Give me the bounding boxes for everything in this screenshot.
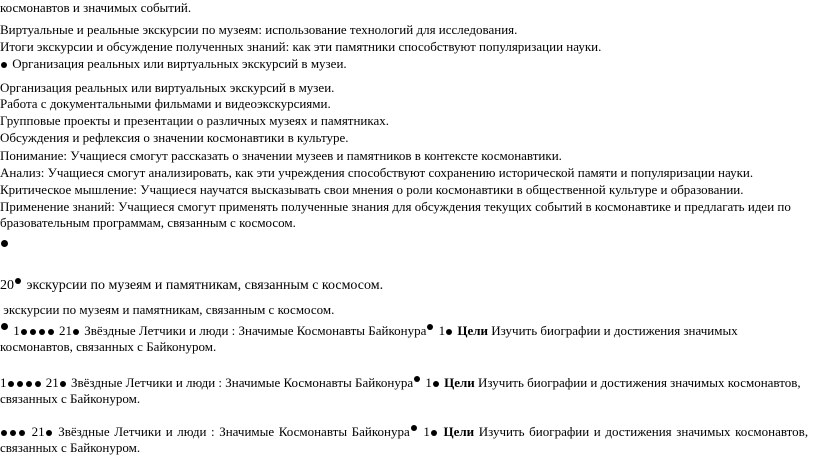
excursion-line	[0, 278, 383, 294]
bullet-icon	[1, 430, 7, 436]
goals-label: Цели	[443, 424, 475, 439]
bullet-icon	[35, 381, 41, 387]
excursion-text: экскурсии по музеям и памятникам, связанным с космосом.	[26, 278, 384, 293]
text-line: Виртуальные и реальные экскурсии по музеям: использование технологий для исследования.	[0, 22, 518, 37]
bullet-icon	[19, 430, 25, 436]
bullet-icon	[21, 329, 27, 335]
text-line: Понимание: Учащиеся смогут рассказать о значении музеев и памятников в контексте космонавтики.	[0, 148, 562, 163]
bullet-icon	[30, 329, 36, 335]
bullet-icon	[10, 430, 16, 436]
bullet-icon	[427, 324, 433, 330]
excursion-text: экскурсии по музеям и памятникам, связанным с космосом.	[3, 302, 335, 317]
goals-text: Изучить биографии и достижения значимых космонавтов, связанных с Байконуром.	[0, 375, 801, 406]
repeat-block	[0, 424, 808, 456]
bullet-icon	[8, 381, 14, 387]
bullet-icon	[60, 381, 66, 387]
block-title: Звёздные Летчики и люди : Значимые Космонавты Байконура	[58, 424, 410, 439]
bullet-icon	[48, 329, 54, 335]
bullet-icon	[411, 425, 417, 431]
bullet-icon	[414, 376, 420, 382]
goals-label: Цели	[444, 375, 475, 390]
bullet-icon	[26, 381, 32, 387]
text-line: Анализ: Учащиеся смогут анализировать, как эти учреждения способствуют сохранению исторической памяти и популяризации науки.	[0, 165, 754, 180]
block-title: Звёздные Летчики и люди : Значимые Космонавты Байконура	[71, 375, 414, 390]
number-label: 21	[59, 323, 72, 338]
number-label: 1	[438, 323, 446, 338]
goals-text: Изучить биографии и достижения значимых космонавтов, связанных с Байконуром.	[0, 424, 809, 455]
bullet-line	[0, 56, 347, 72]
bullet-icon	[39, 329, 45, 335]
bullet-line	[0, 234, 10, 250]
bullet-icon	[46, 430, 52, 436]
number-label: 1	[13, 323, 20, 338]
bullet-icon	[431, 430, 437, 436]
goals-text: Изучить биографии и достижения значимых космонавтов, связанных с Байконуром.	[0, 323, 738, 354]
text-line: Итоги экскурсии и обсуждение полученных знаний: как эти памятники способствуют популяризации науки.	[0, 39, 602, 54]
text-line: Организация реальных или виртуальных экскурсий в музеи.	[0, 80, 335, 95]
text-paragraph: Применение знаний: Учащиеся смогут применять полученные знания для обсуждения текущих событий в космонавтике и предлагать идеи по бразовательным программам, связанным с космосом.	[0, 199, 791, 230]
text-line: космонавтов и значимых событий.	[0, 0, 192, 15]
text-line	[0, 302, 334, 318]
bullet-icon	[15, 278, 21, 284]
bullet-icon	[1, 240, 8, 247]
text-line: Групповые проекты и презентации о различных музеях и памятниках.	[0, 113, 390, 128]
block-title: Звёздные Летчики и люди : Значимые Космонавты Байконура	[84, 323, 427, 338]
bullet-icon	[1, 323, 8, 330]
goals-label: Цели	[457, 323, 489, 338]
number-label: 1	[0, 375, 7, 390]
number-label: 21	[45, 375, 59, 390]
number-label: 20	[0, 278, 14, 293]
bullet-icon	[433, 381, 439, 387]
number-label: 1	[423, 424, 430, 439]
bullet-icon	[17, 381, 23, 387]
text-line: Работа с документальными фильмами и видеоэкскурсиями.	[0, 96, 331, 111]
repeat-block	[0, 323, 808, 355]
number-label: 21	[31, 424, 45, 439]
bullet-icon	[446, 329, 452, 335]
text-line: Обсуждения и рефлексия о значении космонавтики в культуре.	[0, 130, 349, 145]
bullet-text: Организация реальных или виртуальных экскурсий в музеи.	[12, 56, 347, 71]
bullet-icon	[73, 329, 79, 335]
bullet-icon	[1, 62, 7, 68]
text-line: Критическое мышление: Учащиеся научатся высказывать свои мнения о роли космонавтики в общественной культуре и образовании.	[0, 182, 744, 197]
number-label: 1	[425, 375, 432, 390]
repeat-block	[0, 375, 808, 407]
